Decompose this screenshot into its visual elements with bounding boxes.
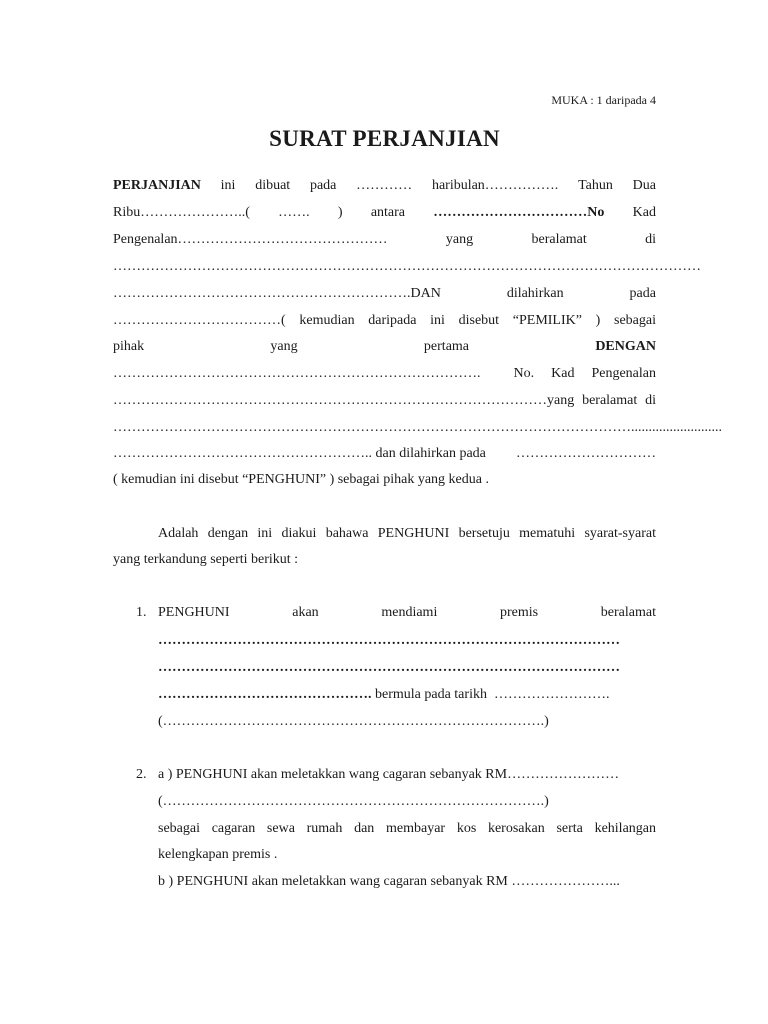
intro-word: ……………………………………………….. dan dilahirkan pada — [113, 446, 486, 461]
intro-word: yang — [445, 232, 474, 247]
intro-line-7 — [113, 338, 656, 356]
ack-line-1 — [158, 525, 656, 543]
clause-word: sebagai — [158, 821, 200, 836]
clause-2-line-3 — [158, 820, 656, 838]
clause-2-line-5 — [158, 873, 656, 891]
intro-word: ………………………… — [516, 446, 656, 461]
clause-word: cagaran — [211, 821, 256, 836]
intro-word: Kad — [632, 205, 656, 220]
clause-text: kelengkapan premis . — [158, 847, 278, 862]
clause-word: kehilangan — [594, 821, 656, 836]
intro-word: haribulan……………. — [431, 178, 559, 193]
ack-word: bersetuju — [458, 526, 510, 541]
intro-word: ini — [220, 178, 236, 193]
intro-line-1 — [113, 177, 656, 195]
ack-line-2 — [113, 551, 656, 569]
intro-word: Tahun — [578, 178, 613, 193]
clause-number: 1. — [136, 605, 147, 620]
intro-word: Pengenalan……………………………………… — [113, 232, 388, 247]
intro-word: ini — [430, 313, 445, 328]
intro-line-10 — [113, 419, 722, 437]
dotted-blank: ……………………………………………………………………………………… — [158, 633, 620, 648]
clause-word: akan — [292, 605, 319, 620]
dotted-blank: ……………………………………………………………………………………… — [158, 660, 620, 675]
clause-1-line-5 — [158, 713, 656, 731]
ack-word: PENGHUNI — [377, 526, 450, 541]
dotted-blank: ………………………………………………………………………………………………….......................... — [113, 420, 722, 435]
intro-word: pada — [629, 286, 656, 301]
clause-text: a ) PENGHUNI akan meletakkan wang cagaran sebanyak RM…………………… — [158, 767, 620, 782]
intro-word: disebut — [458, 313, 500, 328]
intro-word: ) — [337, 205, 343, 220]
intro-word: antara — [370, 205, 406, 220]
clause-word: kos — [456, 821, 477, 836]
intro-word: dibuat — [255, 178, 291, 193]
clause-word: serta — [556, 821, 583, 836]
ack-word: Adalah — [158, 526, 199, 541]
intro-word: pihak — [113, 339, 145, 354]
clause-word: mendiami — [381, 605, 438, 620]
clause-2-line-4 — [158, 846, 656, 864]
clause-number: 2. — [136, 767, 147, 782]
intro-word: di — [645, 232, 656, 247]
clause-word: sewa — [266, 821, 295, 836]
intro-line-12 — [113, 471, 656, 489]
intro-word: Ribu…………………..( — [113, 205, 250, 220]
clause-word: beralamat — [600, 605, 656, 620]
intro-word: beralamat — [582, 393, 638, 408]
intro-word: …………………………………………………………………………………yang — [113, 393, 575, 408]
intro-word: di — [645, 393, 656, 408]
clause-word: dan — [354, 821, 375, 836]
intro-word: ……………………………No — [433, 205, 605, 220]
intro-word: ……………………………………………………………………. — [113, 366, 481, 381]
intro-line-8 — [113, 365, 656, 383]
intro-word: Kad — [551, 366, 575, 381]
dotted-blank: ……………………………………………………………………………………………………………… — [113, 259, 701, 274]
intro-word: beralamat — [531, 232, 587, 247]
clause-text: (……………………………………………………………………….) — [158, 794, 549, 809]
intro-line-2 — [113, 204, 656, 222]
clause-2-line-1 — [158, 766, 656, 784]
clause-text: bermula pada tarikh ……………………. — [371, 687, 610, 702]
intro-text: ( kemudian ini disebut “PENGHUNI” ) sebagai pihak yang kedua . — [113, 472, 489, 487]
intro-word: daripada — [368, 313, 417, 328]
intro-word: yang — [270, 339, 298, 354]
intro-word: Pengenalan — [591, 366, 656, 381]
intro-word: ……. — [278, 205, 310, 220]
intro-word: DENGAN — [595, 339, 656, 354]
intro-word: kemudian — [299, 313, 355, 328]
intro-line-11 — [113, 445, 656, 463]
ack-word: dengan — [207, 526, 249, 541]
ack-word: bahawa — [325, 526, 369, 541]
document-title: SURAT PERJANJIAN — [269, 126, 500, 151]
document-page — [113, 0, 722, 1024]
clause-1-line-1 — [158, 604, 656, 622]
ack-word: mematuhi — [519, 526, 576, 541]
intro-line-6 — [113, 312, 656, 330]
intro-word: ………… — [356, 178, 413, 193]
ack-word: ini — [257, 526, 273, 541]
ack-word: syarat-syarat — [584, 526, 656, 541]
intro-line-5 — [113, 285, 656, 303]
intro-line-9 — [113, 392, 656, 410]
clause-1-line-4 — [158, 686, 656, 704]
intro-word: dilahirkan — [506, 286, 564, 301]
intro-word: ……………………………………………………….DAN — [113, 286, 441, 301]
intro-word: pada — [309, 178, 337, 193]
ack-word: diakui — [281, 526, 317, 541]
clause-1-line-2 — [158, 632, 656, 650]
clause-text: (……………………………………………………………………….) — [158, 714, 549, 729]
intro-word: ………………………………( — [113, 313, 286, 328]
clause-word: PENGHUNI — [158, 605, 230, 620]
intro-word: Dua — [632, 178, 656, 193]
intro-line-3 — [113, 231, 656, 249]
ack-text: yang terkandung seperti berikut : — [113, 552, 299, 567]
clause-2-line-2 — [158, 793, 656, 811]
intro-word: ) — [595, 313, 601, 328]
intro-word: pertama — [423, 339, 470, 354]
page-indicator: MUKA : 1 daripada 4 — [551, 93, 656, 107]
clause-word: membayar — [386, 821, 446, 836]
clause-word: premis — [500, 605, 539, 620]
intro-word: No. — [513, 366, 535, 381]
intro-line-4 — [113, 258, 701, 276]
dotted-blank: ………………………………………. — [158, 687, 372, 702]
clause-word: kerosakan — [487, 821, 545, 836]
clause-text: b ) PENGHUNI akan meletakkan wang cagaran sebanyak RM …………………... — [158, 874, 620, 889]
clause-1-line-3 — [158, 659, 656, 677]
clause-word: rumah — [306, 821, 343, 836]
intro-word: “PEMILIK” — [512, 313, 582, 328]
intro-word: sebagai — [614, 313, 656, 328]
intro-word: PERJANJIAN — [113, 178, 201, 193]
